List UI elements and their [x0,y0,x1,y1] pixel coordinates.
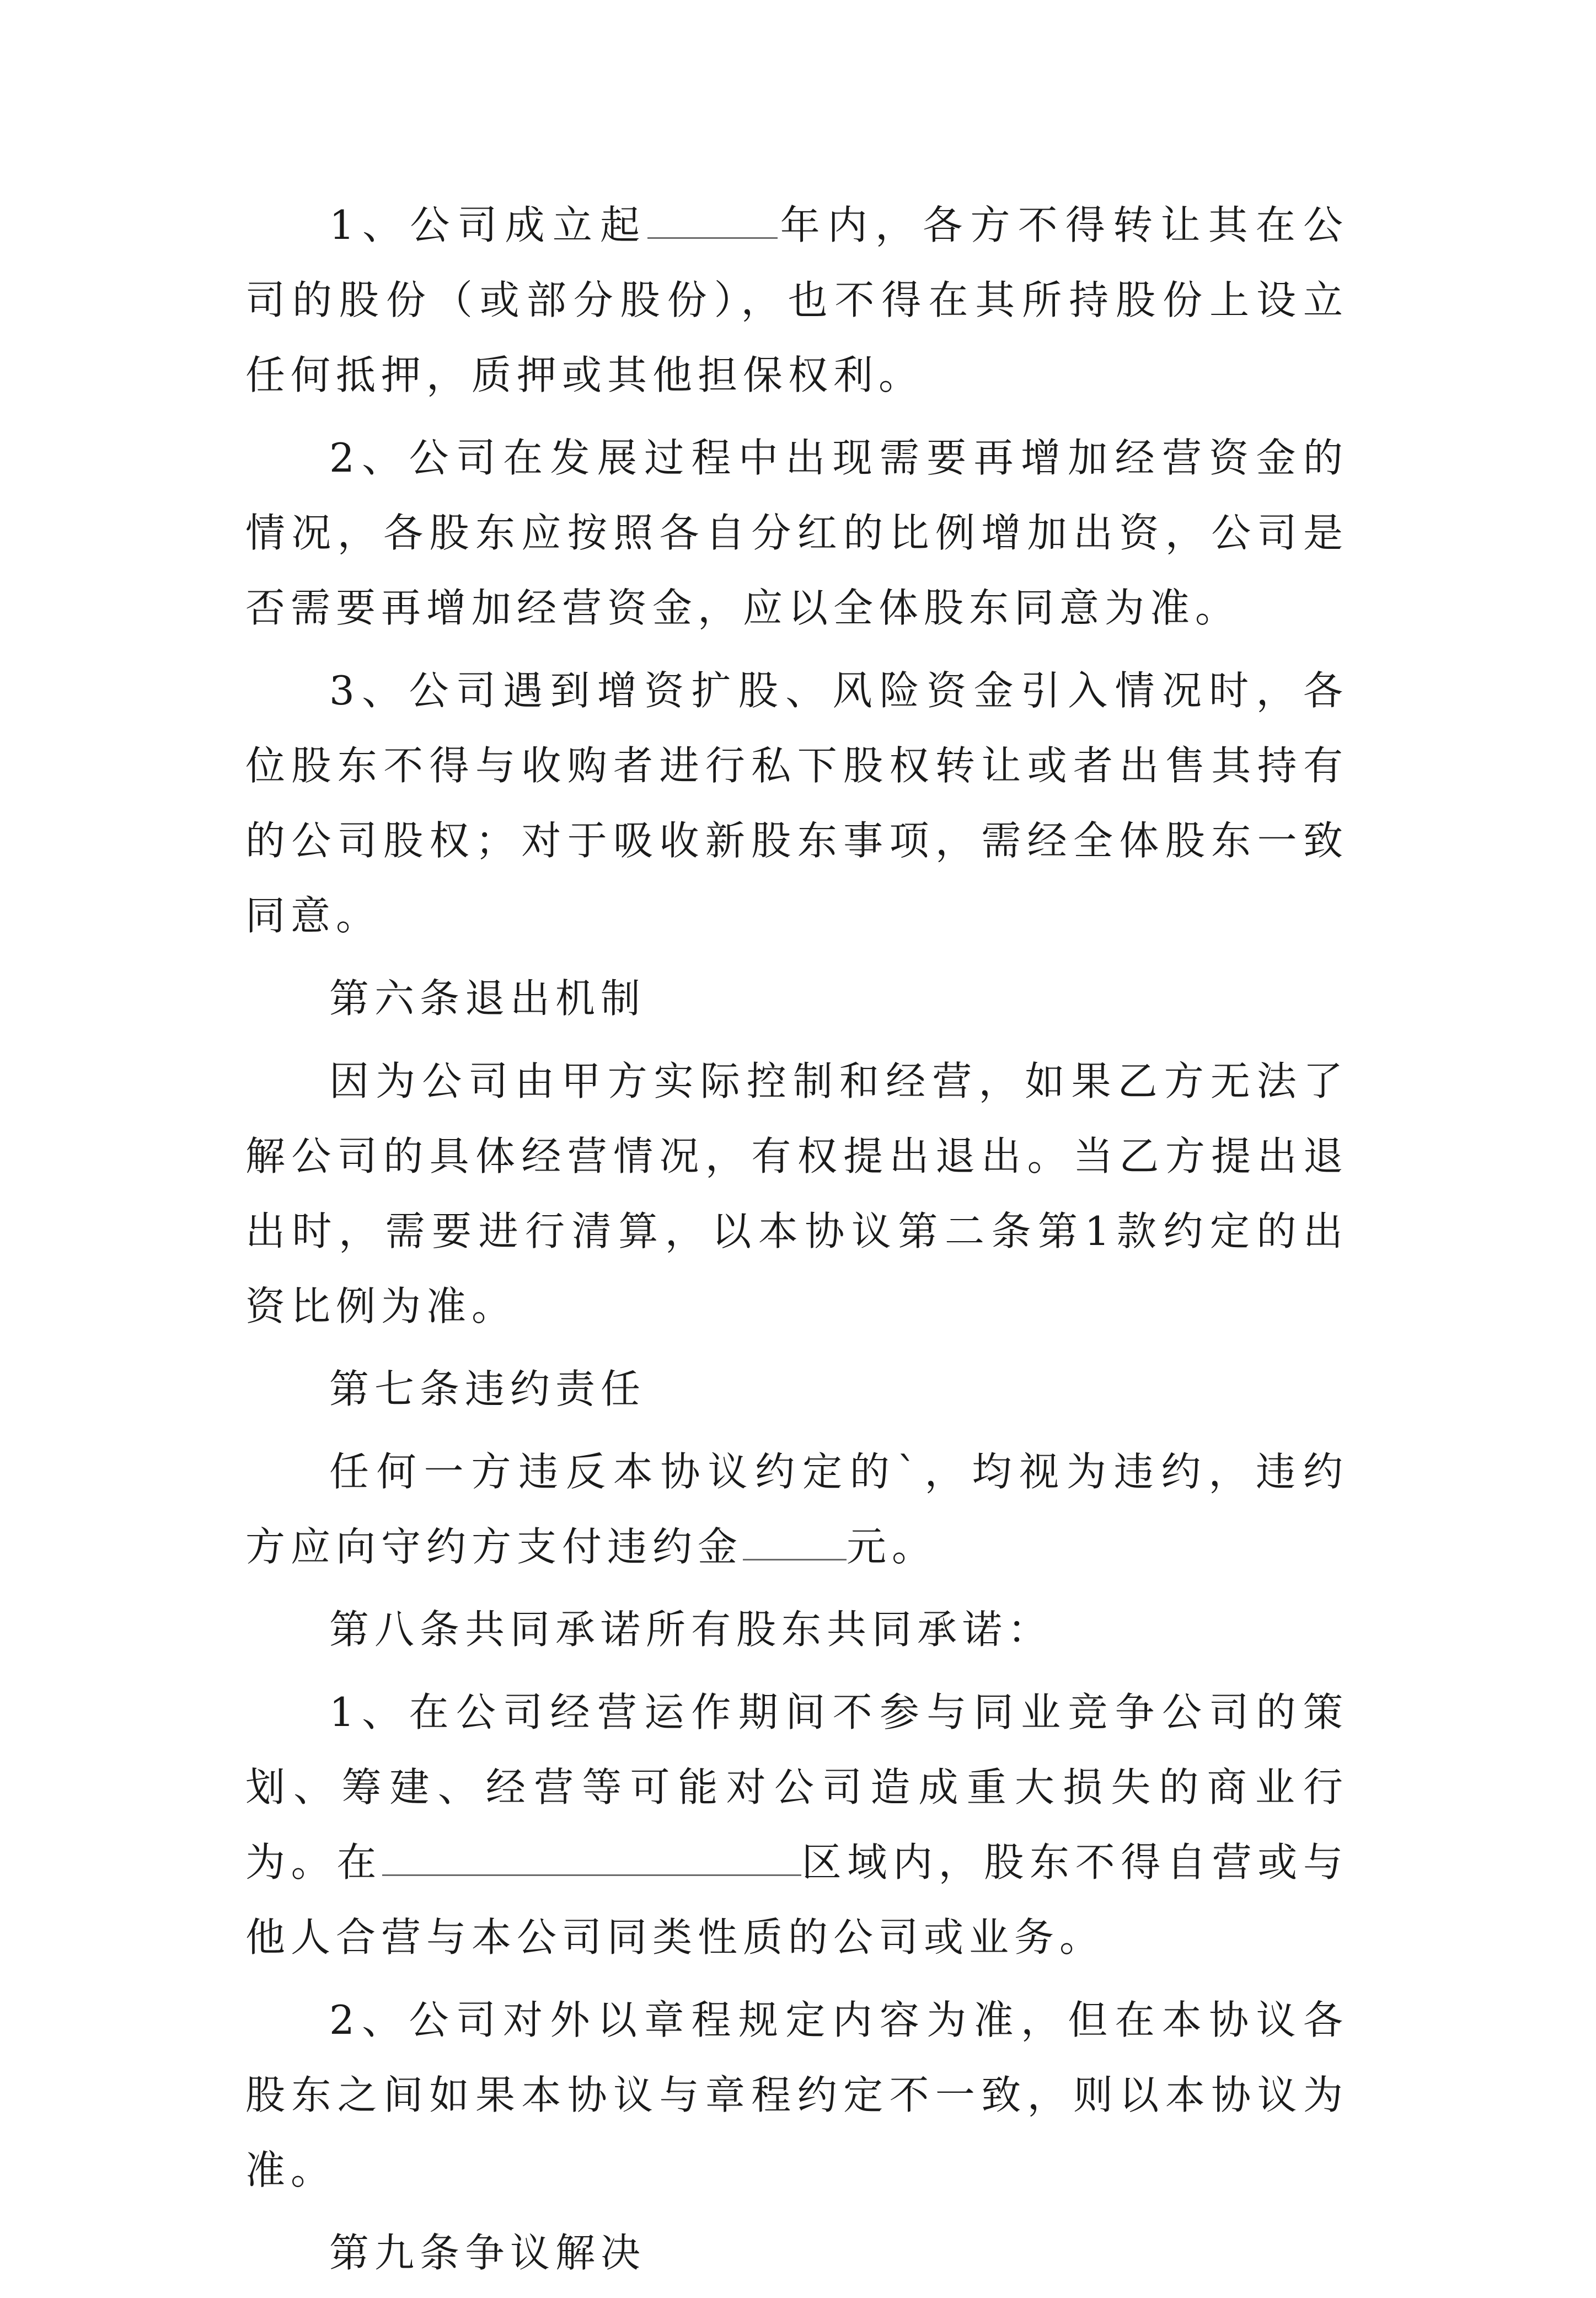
clause-paragraph-3: 3、公司遇到增资扩股、风险资金引入情况时，各位股东不得与收购者进行私下股权转让或者出售其持有的公司股权；对于吸收新股东事项，需经全体股东一致同意。 [245,667,1348,939]
clause-paragraph-charter: 2、公司对外以章程规定内容为准，但在本协议各股东之间如果本协议与章程约定不一致，则以本协议为准。 [245,1997,1348,2193]
clause-paragraph-exit: 因为公司由甲方实际控制和经营，如果乙方无法了解公司的具体经营情况，有权提出退出。当乙方提出退出时，需要进行清算，以本协议第二条第1款约定的出资比例为准。 [245,1058,1348,1329]
article-heading-9: 第九条争议解决 [329,2230,646,2276]
clause-text: 年内，各方不得转让其在公司的股份（或部分股份），也不得在其所持股份上设立任何抵押，质押或其他担保权利。 [245,202,1348,398]
document-body [245,188,1348,2298]
article-heading-6: 第六条退出机制 [329,975,646,1022]
clause-paragraph-2: 2、公司在发展过程中出现需要再增加经营资金的情况，各股东应按照各自分红的比例增加出资，公司是否需要再增加经营资金，应以全体股东同意为准。 [245,435,1348,631]
clause-text: 元。 [847,1524,938,1570]
clause-text: 1、公司成立起 [329,202,648,248]
fill-in-blank-years [647,204,778,239]
clause-text: 1、在公司经营运作期间不参与同业竞争公司的策划、筹建、经营等可能对公司造成重大损失的商业行为。在 [245,1689,1348,1885]
article-heading-8: 第八条共同承诺所有股东共同承诺： [329,1606,1053,1653]
fill-in-blank-amount [743,1526,847,1560]
clause-text: 区域内，股东不得自营或与他人合营与本公司同类性质的公司或业务。 [245,1839,1348,1960]
article-heading-7: 第七条违约责任 [329,1366,646,1412]
clause-text: 任何一方违反本协议约定的`，均视为违约，违约方应向守约方支付违约金 [245,1449,1348,1570]
clause-paragraph-1 [245,188,1348,413]
clause-paragraph-noncompete [245,1675,1348,1975]
clause-paragraph-penalty [245,1434,1348,1584]
fill-in-blank-region [382,1841,801,1876]
